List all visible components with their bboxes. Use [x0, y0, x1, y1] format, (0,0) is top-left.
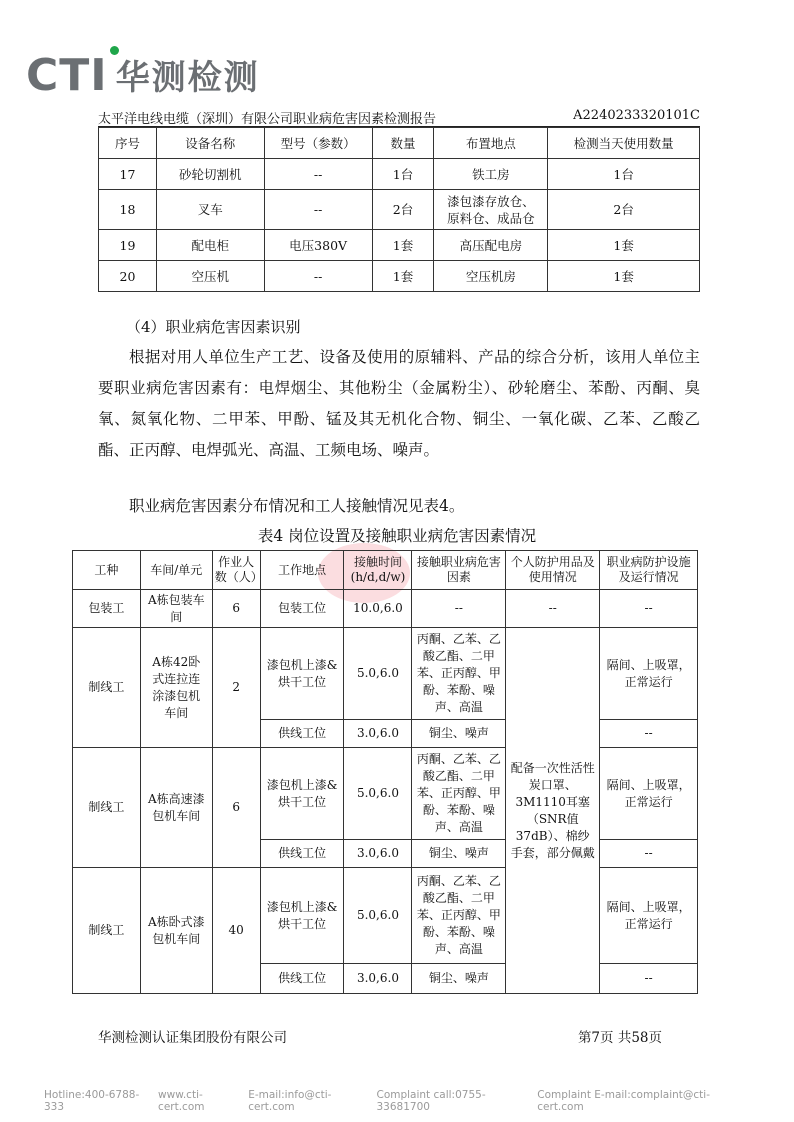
facility-cell: 隔间、上吸罩，正常运行 — [600, 868, 698, 964]
cell: -- — [264, 190, 372, 230]
time-cell: 10.0,6.0 — [344, 590, 412, 628]
ppe-cell: -- — [506, 590, 600, 628]
email-text: E-mail:info@cti-cert.com — [248, 1089, 332, 1113]
col-header: 布置地点 — [434, 128, 548, 159]
job-cell: 包装工 — [73, 590, 141, 628]
hazard-table — [72, 550, 698, 994]
facility-cell: -- — [600, 590, 698, 628]
section-title: （4）职业病危害因素识别 — [126, 318, 301, 336]
cell: 1套 — [548, 261, 700, 292]
col-header: 个人防护用品及使用情况 — [506, 551, 600, 590]
table-header-row — [73, 551, 698, 590]
count-cell: 6 — [212, 748, 260, 868]
time-cell: 5.0,6.0 — [344, 868, 412, 964]
factors-cell: 丙酮、乙苯、乙酸乙酯、二甲苯、正丙醇、甲酚、苯酚、噪声、高温 — [412, 868, 506, 964]
col-header: 职业病防护设施及运行情况 — [600, 551, 698, 590]
table-row — [99, 261, 700, 292]
cell: 18 — [99, 190, 157, 230]
facility-cell: -- — [600, 720, 698, 748]
logo-cti-text: CTI — [26, 50, 108, 101]
count-cell: 6 — [212, 590, 260, 628]
place-cell: 漆包机上漆&烘干工位 — [260, 748, 344, 840]
job-cell: 制线工 — [73, 868, 141, 994]
cell: -- — [264, 159, 372, 190]
table-row — [99, 190, 700, 230]
factors-cell: 铜尘、噪声 — [412, 720, 506, 748]
col-header: 数量 — [372, 128, 434, 159]
logo-cn-text: 华测检测 — [115, 58, 260, 98]
paragraph — [98, 342, 700, 466]
place-cell: 供线工位 — [260, 964, 344, 994]
table-row — [73, 590, 698, 628]
col-header: 接触时间(h/d,d/w) — [344, 551, 412, 590]
facility-cell: -- — [600, 840, 698, 868]
unit-cell: A栋42卧式连拉连涂漆包机车间 — [140, 628, 212, 748]
col-header: 序号 — [99, 128, 157, 159]
factors-cell: -- — [412, 590, 506, 628]
company-logo — [26, 50, 260, 101]
facility-cell: -- — [600, 964, 698, 994]
factors-cell: 铜尘、噪声 — [412, 964, 506, 994]
cell: 2台 — [548, 190, 700, 230]
cell: 17 — [99, 159, 157, 190]
job-cell: 制线工 — [73, 628, 141, 748]
col-header: 工作地点 — [260, 551, 344, 590]
count-cell: 40 — [212, 868, 260, 994]
page-number: 第7页 共58页 — [577, 1030, 662, 1046]
cell: 漆包漆存放仓、原料仓、成品仓 — [434, 190, 548, 230]
footer-company: 华测检测认证集团股份有限公司 — [98, 1030, 287, 1046]
facility-cell: 隔间、上吸罩，正常运行 — [600, 628, 698, 720]
ppe-shared-cell: 配备一次性活性炭口罩、3M1110耳塞（SNR值37dB）、棉纱手套，部分佩戴 — [506, 628, 600, 994]
table-caption: 表4 岗位设置及接触职业病危害因素情况 — [257, 527, 537, 545]
col-header: 工种 — [73, 551, 141, 590]
time-cell: 5.0,6.0 — [344, 748, 412, 840]
table-row — [73, 748, 698, 840]
contact-bar — [44, 1089, 754, 1113]
report-code: A2240233320101C — [573, 108, 700, 123]
time-cell: 3.0,6.0 — [344, 720, 412, 748]
report-header — [98, 108, 700, 127]
cell: 1套 — [548, 230, 700, 261]
cell: 空压机 — [156, 261, 264, 292]
table-header-row — [99, 128, 700, 159]
website-text: www.cti-cert.com — [158, 1089, 205, 1113]
unit-cell: A栋高速漆包机车间 — [140, 748, 212, 868]
cell: 1台 — [372, 159, 434, 190]
cell: 20 — [99, 261, 157, 292]
cell: 19 — [99, 230, 157, 261]
time-cell: 3.0,6.0 — [344, 964, 412, 994]
factors-cell: 丙酮、乙苯、乙酸乙酯、二甲苯、正丙醇、甲酚、苯酚、噪声、高温 — [412, 628, 506, 720]
paragraph-text: 根据对用人单位生产工艺、设备及使用的原辅料、产品的综合分析，该用人单位主要职业病危害因素有：电焊烟尘、其他粉尘（金属粉尘）、砂轮磨尘、苯酚、丙酮、臭氧、氮氧化物、二甲苯、甲酚、锰及其无机化合物、铜尘、一氧化碳、乙苯、乙酸乙酯、正丙醇、电焊弧光、高温、工频电场、噪声。 — [98, 348, 700, 459]
job-cell: 制线工 — [73, 748, 141, 868]
cell: 电压380V — [264, 230, 372, 261]
cell: 铁工房 — [434, 159, 548, 190]
place-cell: 供线工位 — [260, 840, 344, 868]
cell: 2台 — [372, 190, 434, 230]
time-cell: 5.0,6.0 — [344, 628, 412, 720]
cell: 1套 — [372, 261, 434, 292]
factors-cell: 铜尘、噪声 — [412, 840, 506, 868]
col-header: 型号（参数） — [264, 128, 372, 159]
equipment-table — [98, 127, 700, 292]
facility-cell: 隔间、上吸罩，正常运行 — [600, 748, 698, 840]
unit-cell: A栋包装车间 — [140, 590, 212, 628]
cell: 高压配电房 — [434, 230, 548, 261]
col-header: 检测当天使用数量 — [548, 128, 700, 159]
col-header: 接触职业病危害因素 — [412, 551, 506, 590]
cell: 1台 — [548, 159, 700, 190]
place-cell: 漆包机上漆&烘干工位 — [260, 868, 344, 964]
factors-cell: 丙酮、乙苯、乙酸乙酯、二甲苯、正丙醇、甲酚、苯酚、噪声、高温 — [412, 748, 506, 840]
paragraph-reference: 职业病危害因素分布情况和工人接触情况见表4。 — [129, 497, 465, 515]
count-cell: 2 — [212, 628, 260, 748]
hotline-text: Hotline:400-6788-333 — [44, 1089, 140, 1113]
col-header: 设备名称 — [156, 128, 264, 159]
complaint-email-text: Complaint E-mail:complaint@cti-cert.com — [537, 1089, 710, 1113]
place-cell: 漆包机上漆&烘干工位 — [260, 628, 344, 720]
cell: 空压机房 — [434, 261, 548, 292]
table-row — [99, 159, 700, 190]
table-row — [73, 868, 698, 964]
cell: -- — [264, 261, 372, 292]
col-header: 车间/单元 — [140, 551, 212, 590]
logo-dot-icon — [110, 46, 119, 55]
place-cell: 包装工位 — [260, 590, 344, 628]
unit-cell: A栋卧式漆包机车间 — [140, 868, 212, 994]
cell: 砂轮切割机 — [156, 159, 264, 190]
cell: 配电柜 — [156, 230, 264, 261]
page-footer — [98, 1026, 662, 1046]
complaint-call-text: Complaint call:0755-33681700 — [376, 1089, 486, 1113]
place-cell: 供线工位 — [260, 720, 344, 748]
table-row — [73, 628, 698, 720]
table-row — [99, 230, 700, 261]
report-title: 太平洋电线电缆（深圳）有限公司职业病危害因素检测报告 — [98, 112, 437, 127]
cell: 叉车 — [156, 190, 264, 230]
time-cell: 3.0,6.0 — [344, 840, 412, 868]
col-header: 作业人数（人） — [212, 551, 260, 590]
cell: 1套 — [372, 230, 434, 261]
